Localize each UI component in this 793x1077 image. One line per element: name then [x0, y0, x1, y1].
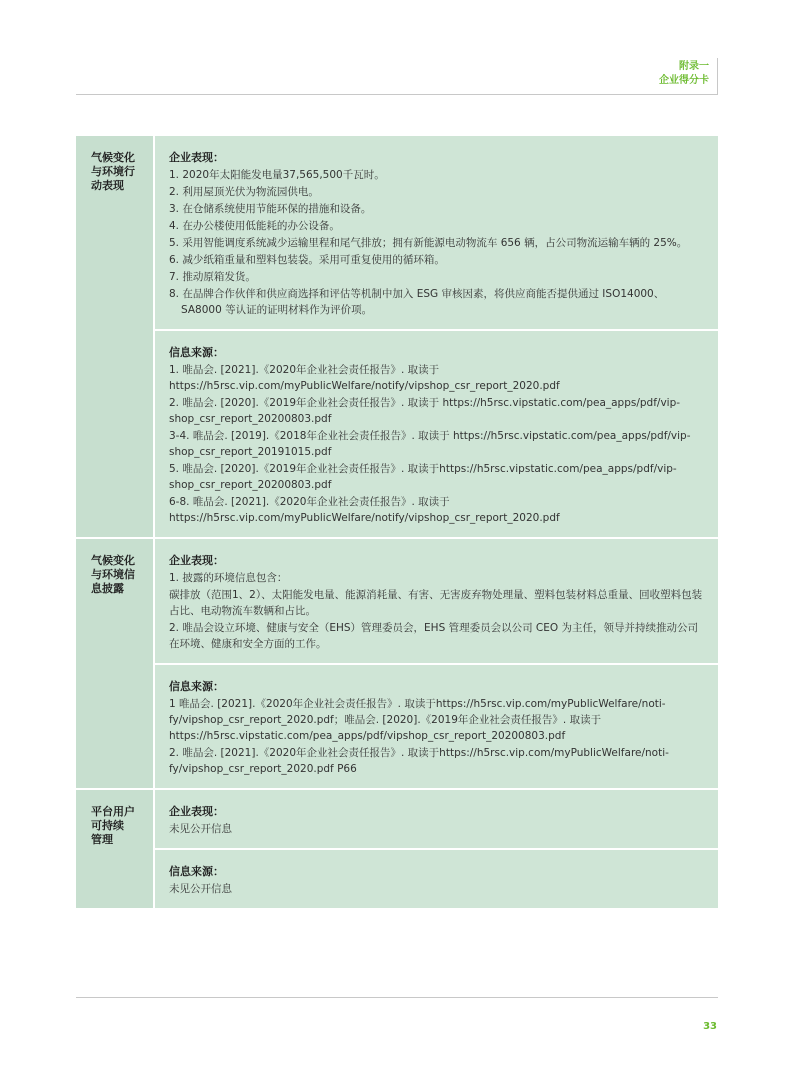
source-block — [155, 850, 718, 908]
performance-block — [155, 790, 718, 848]
list-item: 5. 采用智能调度系统减少运输里程和尾气排放；拥有新能源电动物流车 656 辆，占公司物流运输车辆的 25%。 — [169, 237, 688, 249]
page-header — [659, 60, 709, 88]
source-label: 信息来源： — [169, 680, 224, 693]
performance-block — [155, 539, 718, 663]
performance-label: 企业表现： — [169, 151, 224, 164]
list-item: 碳排放（范围1、2）、太阳能发电量、能源消耗量、有害、无害废弃物处理量、塑料包装材料总重量、回收塑料包装占比、电动物流车数辆和占比。 — [169, 589, 703, 617]
list-item: 3. 在仓储系统使用节能环保的措施和设备。 — [169, 203, 372, 215]
source-block — [155, 665, 718, 788]
source-item: 1. 唯品会. [2021].《2020年企业社会责任报告》. 取读于https://h5rsc.vip.com/myPublicWelfare/notify/vipshop_csr_report_2020.pdf — [169, 364, 560, 392]
source-label: 信息来源： — [169, 865, 224, 878]
source-block — [155, 331, 718, 537]
scorecard-table — [76, 136, 718, 908]
list-item: 1. 2020年太阳能发电量37,565,500千瓦时。 — [169, 169, 385, 181]
section-platform-users — [76, 790, 718, 908]
header-rule — [76, 94, 718, 95]
list-item: 7. 推动原箱发货。 — [169, 271, 256, 283]
list-item: 4. 在办公楼使用低能耗的办公设备。 — [169, 220, 340, 232]
list-item: 2. 唯品会设立环境、健康与安全（EHS）管理委员会，EHS 管理委员会以公司 CEO 为主任，领导并持续推动公司在环境、健康和安全方面的工作。 — [169, 622, 698, 650]
source-item: 3-4. 唯品会. [2019].《2018年企业社会责任报告》. 取读于 https://h5rsc.vipstatic.com/pea_apps/pdf/vip-shop_csr_report_20191015.pdf — [169, 430, 691, 458]
list-item: 2. 利用屋顶光伏为物流园供电。 — [169, 186, 319, 198]
list-item: 8. 在品牌合作伙伴和供应商选择和评估等机制中加入 ESG 审核因素，将供应商能否提供通过 ISO14000、SA8000 等认证的证明材料作为评价项。 — [169, 288, 665, 316]
page-number: 33 — [703, 1021, 717, 1032]
list-item: 未见公开信息 — [169, 823, 232, 835]
performance-block — [155, 136, 718, 329]
footer-rule — [76, 997, 718, 998]
performance-label: 企业表现： — [169, 805, 224, 818]
section-title: 平台用户 可持续 管理 — [76, 790, 153, 908]
section-title: 气候变化 与环境信 息披露 — [76, 539, 153, 788]
performance-label: 企业表现： — [169, 554, 224, 567]
source-item: 2. 唯品会. [2020].《2019年企业社会责任报告》. 取读于 https://h5rsc.vipstatic.com/pea_apps/pdf/vip-shop_csr_report_20200803.pdf — [169, 397, 681, 425]
source-item: 6-8. 唯品会. [2021].《2020年企业社会责任报告》. 取读于https://h5rsc.vip.com/myPublicWelfare/notify/vipshop_csr_report_2020.pdf — [169, 496, 560, 524]
section-title: 气候变化 与环境行 动表现 — [76, 136, 153, 537]
source-item: 1 唯品会. [2021].《2020年企业社会责任报告》. 取读于https://h5rsc.vip.com/myPublicWelfare/noti-fy/vipshop_csr_report_2020.pdf；唯品会. [2020].《2019年企业社会责任报告》. 取读于https://h5rsc.vipstatic.com/pea_apps/pdf/vipshop_csr_report_20200803.pdf — [169, 698, 666, 742]
scorecard-label: 企业得分卡 — [659, 75, 709, 86]
source-item: 2. 唯品会. [2021].《2020年企业社会责任报告》. 取读于https://h5rsc.vip.com/myPublicWelfare/noti-fy/vipshop_csr_report_2020.pdf P66 — [169, 747, 669, 775]
header-divider — [717, 58, 718, 95]
list-item: 1. 披露的环境信息包含： — [169, 572, 288, 584]
source-item: 未见公开信息 — [169, 883, 232, 895]
source-label: 信息来源： — [169, 346, 224, 359]
appendix-label: 附录一 — [679, 61, 709, 72]
section-climate-disclosure — [76, 539, 718, 788]
section-climate-action — [76, 136, 718, 537]
source-item: 5. 唯品会. [2020].《2019年企业社会责任报告》. 取读于https://h5rsc.vipstatic.com/pea_apps/pdf/vip-shop_csr_report_20200803.pdf — [169, 463, 677, 491]
list-item: 6. 减少纸箱重量和塑料包装袋。采用可重复使用的循环箱。 — [169, 254, 445, 266]
